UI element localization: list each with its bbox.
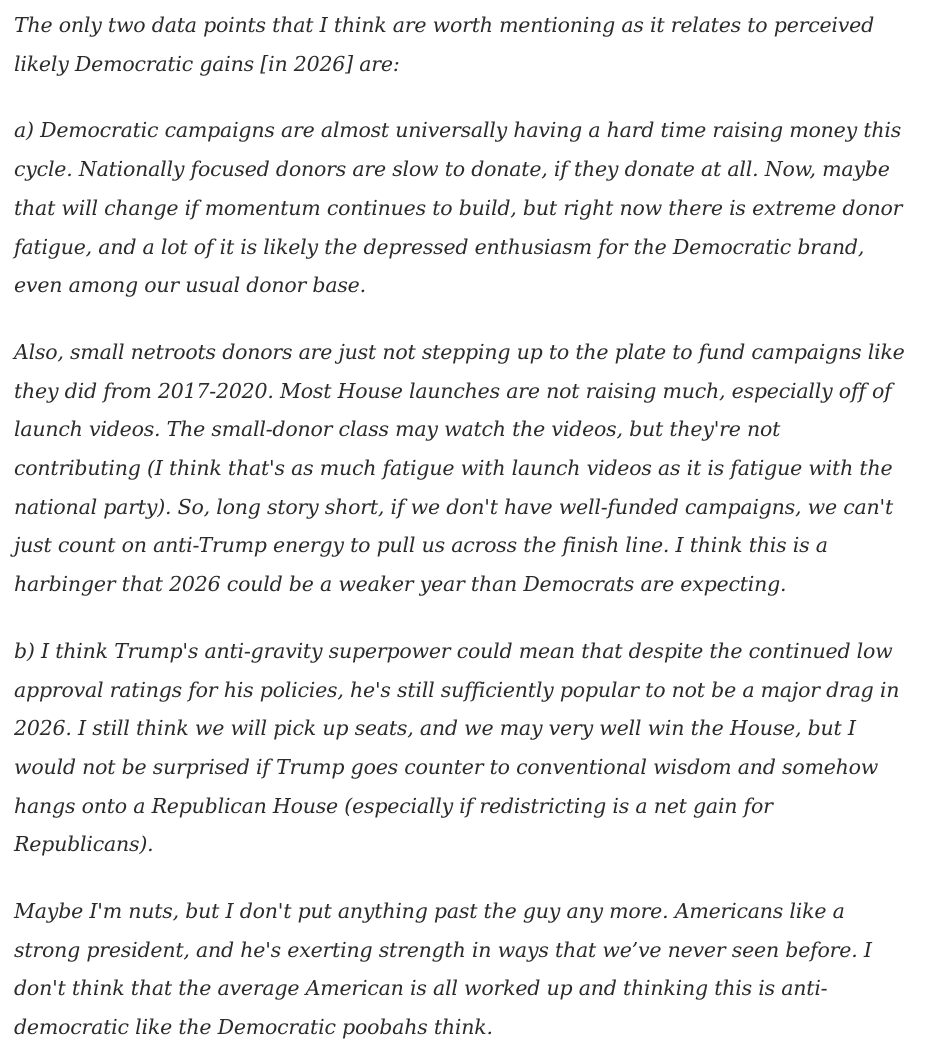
paragraph-netroots: Also, small netroots donors are just not stepping up to the plate to fund campaigns like they did from 2017-2020. Most House launches are not raising much, especially off of launch videos. The small-donor class may watch the videos, but they're not contributing (I think that's as much fatigue with launch videos as it is fatigue with the national party). So, long story short, if we don't have well-funded campaigns, we can't just count on anti-Trump energy to pull us across the finish line. I think this is a harbinger that 2026 could be a weaker year than Democrats are expecting. xyxy=(14,339,905,597)
paragraph-intro: The only two data points that I think are worth mentioning as it relates to perceived likely Democratic gains [in 2026] are: xyxy=(14,13,875,76)
paragraph-point-b: b) I think Trump's anti-gravity superpower could mean that despite the continued low approval ratings for his policies, he's still sufficiently popular to not be a major drag in 2026. I still think we will pick up seats, and we may very well win the House, but I would not be surprised if Trump goes counter to conventional wisdom and somehow hangs onto a Republican House (especially if redistricting is a net gain for Republicans). xyxy=(14,638,900,857)
paragraph-point-a: a) Democratic campaigns are almost universally having a hard time raising money this cycle. Nationally focused donors are slow to donate, if they donate at all. Now, maybe that will change if momentum continues to build, but right now there is extreme donor fatigue, and a lot of it is likely the depressed enthusiasm for the Democratic brand, even among our usual donor base. xyxy=(14,118,903,298)
paragraph-conclusion: Maybe I'm nuts, but I don't put anything past the guy any more. Americans like a strong president, and he's exerting strength in ways that we’ve never seen before. I don't think that the average American is all worked up and thinking this is anti-democratic like the Democratic poobahs think. xyxy=(14,899,872,1040)
